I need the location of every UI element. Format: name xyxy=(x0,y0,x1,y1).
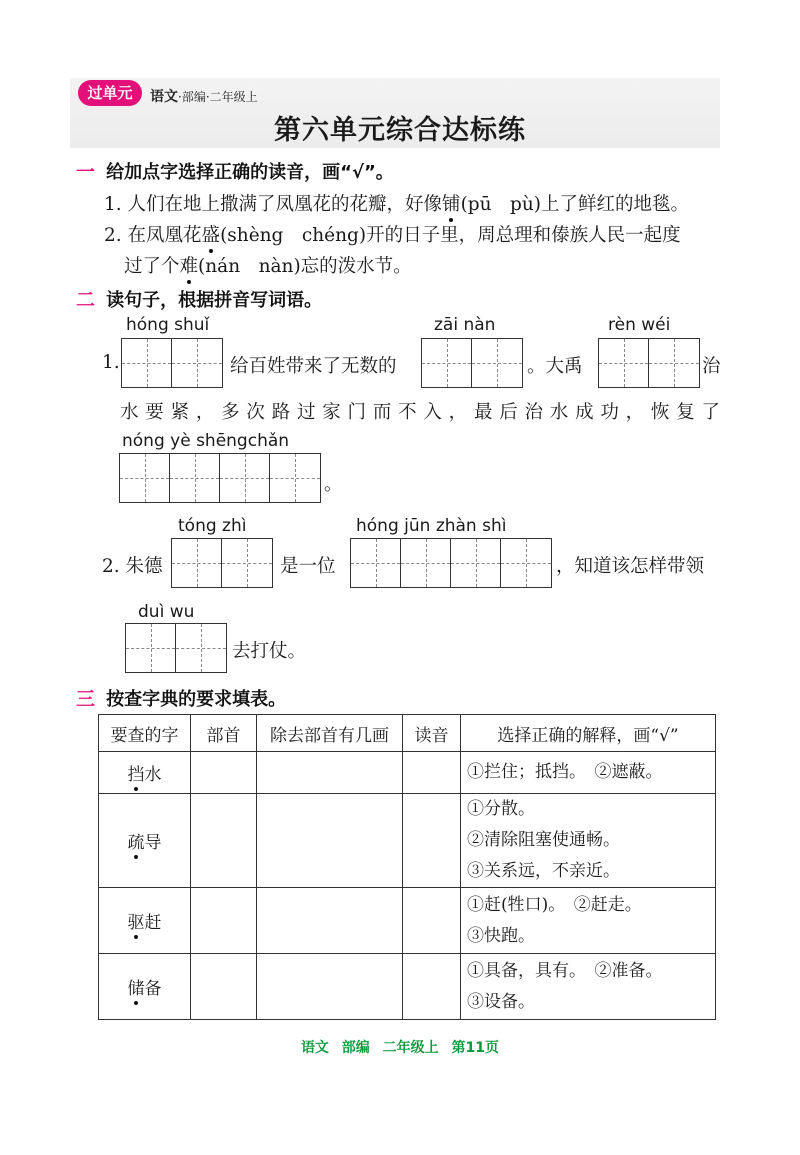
lookup-word: 储备 xyxy=(99,954,191,1020)
q1-text2: 。大禹 xyxy=(527,356,583,377)
answer-cell[interactable] xyxy=(257,954,403,1020)
q1-number: 1. xyxy=(102,352,120,373)
answer-grid-hongshui[interactable] xyxy=(121,338,223,388)
col-header: 除去部首有几画 xyxy=(257,715,403,752)
answer-grid-renwei[interactable] xyxy=(598,338,700,388)
dotted-char: 难 xyxy=(180,252,199,278)
pinyin-renwei: rèn wéi xyxy=(608,315,671,335)
definition-cell: ①分散。 ②清除阻塞使通畅。 ③关系远，不亲近。 xyxy=(461,794,716,888)
grid-cell[interactable] xyxy=(649,339,699,387)
answer-cell[interactable] xyxy=(191,752,257,794)
grid-cell[interactable] xyxy=(170,454,220,502)
section2-heading: 二 读句子，根据拼音写词语。 xyxy=(76,289,323,311)
dictionary-table xyxy=(98,714,716,1020)
answer-grid-duiwu[interactable] xyxy=(125,623,227,673)
grid-cell[interactable] xyxy=(599,339,649,387)
answer-cell[interactable] xyxy=(403,888,461,954)
answer-grid-tongzhi[interactable] xyxy=(171,538,273,588)
answer-cell[interactable] xyxy=(403,954,461,1020)
s1-question-2-cont: 过了个难(nán nàn)忘的泼水节。 xyxy=(124,252,412,278)
q1-text3: 治 xyxy=(702,356,721,377)
table-row xyxy=(99,794,716,888)
answer-cell[interactable] xyxy=(403,752,461,794)
unit-badge: 过单元 xyxy=(78,80,142,106)
q2-text3: 去打仗。 xyxy=(232,641,307,662)
q2-text1: 是一位 xyxy=(280,556,336,577)
grid-cell[interactable] xyxy=(270,454,320,502)
answer-cell[interactable] xyxy=(257,794,403,888)
pinyin-hongjun: hóng jūn zhàn shì xyxy=(356,516,507,536)
lookup-word: 挡水 xyxy=(99,752,191,794)
pinyin-duiwu: duì wu xyxy=(138,602,195,622)
grid-cell[interactable] xyxy=(472,339,522,387)
grid-cell[interactable] xyxy=(351,539,401,587)
answer-cell[interactable] xyxy=(257,752,403,794)
answer-grid-hongjun[interactable] xyxy=(350,538,552,588)
grid-cell[interactable] xyxy=(122,339,172,387)
grid-cell[interactable] xyxy=(120,454,170,502)
s1-question-1: 1. 人们在地上撒满了凤凰花的花瓣，好像铺(pū pù)上了鲜红的地毯。 xyxy=(104,190,689,216)
grid-cell[interactable] xyxy=(222,539,272,587)
definition-cell: ①拦住；抵挡。 ②遮蔽。 xyxy=(461,752,716,794)
s1-question-2: 2. 在凤凰花盛(shèng chéng)开的日子里，周总理和傣族人民一起度 xyxy=(104,221,681,247)
grid-cell[interactable] xyxy=(401,539,451,587)
q1-line2: 水要紧，多次路过家门而不入，最后治水成功，恢复了 xyxy=(120,402,720,423)
pinyin-tongzhi: tóng zhì xyxy=(178,516,247,536)
pinyin-zainan: zāi nàn xyxy=(434,315,496,335)
dotted-char: 盛 xyxy=(202,221,221,247)
answer-grid-nongye[interactable] xyxy=(119,453,321,503)
q1-text4: 。 xyxy=(324,474,343,495)
q2-number: 2. 朱德 xyxy=(102,556,163,577)
grid-cell[interactable] xyxy=(220,454,270,502)
col-header: 要查的字 xyxy=(99,715,191,752)
answer-cell[interactable] xyxy=(191,888,257,954)
section1-heading: 一 给加点字选择正确的读音，画“√”。 xyxy=(76,161,394,183)
page-footer: 语文 部编 二年级上 第11页 xyxy=(300,1040,500,1056)
grid-cell[interactable] xyxy=(172,339,222,387)
grid-cell[interactable] xyxy=(422,339,472,387)
lookup-word: 疏导 xyxy=(99,794,191,888)
answer-cell[interactable] xyxy=(257,888,403,954)
lookup-word: 驱赶 xyxy=(99,888,191,954)
grid-cell[interactable] xyxy=(501,539,551,587)
answer-cell[interactable] xyxy=(191,954,257,1020)
table-row xyxy=(99,954,716,1020)
subject-label: 语文·部编·二年级上 xyxy=(150,89,258,105)
dotted-char: 铺 xyxy=(442,190,461,216)
grid-cell[interactable] xyxy=(451,539,501,587)
grid-cell[interactable] xyxy=(176,624,226,672)
pinyin-nongye: nóng yè shēngchǎn xyxy=(122,431,290,451)
table-row xyxy=(99,888,716,954)
col-header: 选择正确的解释，画“√” xyxy=(461,715,716,752)
answer-cell[interactable] xyxy=(191,794,257,888)
definition-cell: ①赶(牲口)。 ②赶走。 ③快跑。 xyxy=(461,888,716,954)
grid-cell[interactable] xyxy=(172,539,222,587)
q1-text1: 给百姓带来了无数的 xyxy=(230,356,397,377)
grid-cell[interactable] xyxy=(126,624,176,672)
table-header-row xyxy=(99,715,716,752)
answer-cell[interactable] xyxy=(403,794,461,888)
pinyin-hongshui: hóng shuǐ xyxy=(126,315,210,335)
section3-heading: 三 按查字典的要求填表。 xyxy=(76,688,287,710)
q2-text2: ，知道该怎样带领 xyxy=(556,556,705,577)
col-header: 部首 xyxy=(191,715,257,752)
col-header: 读音 xyxy=(403,715,461,752)
page-title: 第六单元综合达标练 xyxy=(274,115,526,146)
definition-cell: ①具备，具有。 ②准备。 ③设备。 xyxy=(461,954,716,1020)
answer-grid-zainan[interactable] xyxy=(421,338,523,388)
table-row xyxy=(99,752,716,794)
